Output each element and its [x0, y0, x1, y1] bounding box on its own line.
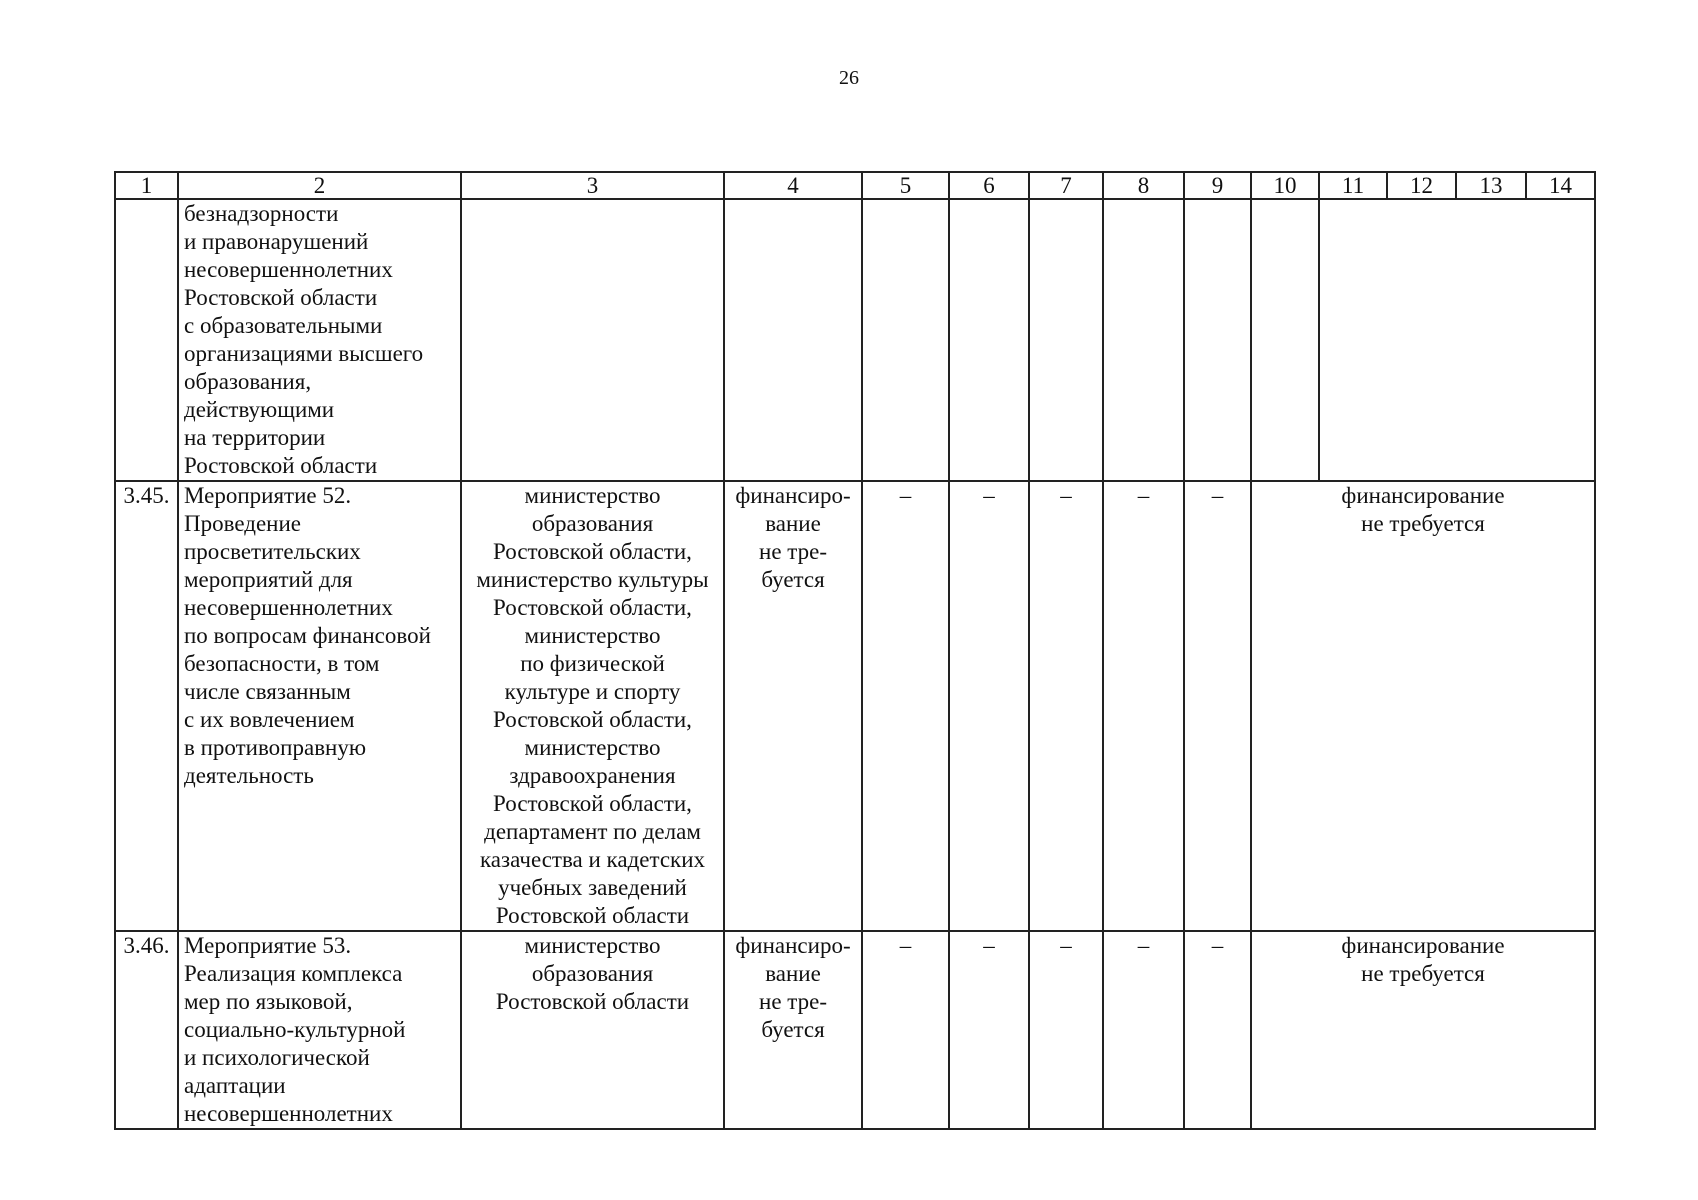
- table-row-3-46: [115, 931, 1595, 1129]
- value-cell-9: –: [1184, 481, 1251, 931]
- column-header-2: 2: [178, 172, 461, 199]
- executor-cell: [461, 199, 724, 481]
- column-number-row: [115, 172, 1595, 199]
- column-header-6: 6: [949, 172, 1029, 199]
- merged-funding-note: финансирование не требуется: [1251, 931, 1595, 1129]
- column-header-4: 4: [724, 172, 862, 199]
- value-cell-10: [1251, 199, 1319, 481]
- measure-name: Мероприятие 52. Проведение просветительских мероприятий для несовершеннолетних по вопросам финансовой безопасности, в том числе связанным с их вовлечением в противоправную деятельность: [178, 481, 461, 931]
- column-header-11: 11: [1319, 172, 1387, 199]
- value-cell-5: [862, 199, 949, 481]
- value-cell-6: [949, 199, 1029, 481]
- column-header-3: 3: [461, 172, 724, 199]
- column-header-12: 12: [1387, 172, 1456, 199]
- column-header-13: 13: [1456, 172, 1526, 199]
- table-row-continuation: [115, 199, 1595, 481]
- column-header-8: 8: [1103, 172, 1184, 199]
- funding-source-cell: финансиро- вание не тре- буется: [724, 931, 862, 1129]
- column-header-9: 9: [1184, 172, 1251, 199]
- value-cell-9: –: [1184, 931, 1251, 1129]
- column-header-7: 7: [1029, 172, 1103, 199]
- row-number: 3.46.: [115, 931, 178, 1129]
- value-cell-6: –: [949, 931, 1029, 1129]
- merged-funding-note: финансирование не требуется: [1251, 481, 1595, 931]
- value-cell-6: –: [949, 481, 1029, 931]
- row-number: [115, 199, 178, 481]
- value-cell-8: –: [1103, 481, 1184, 931]
- value-cell-7: –: [1029, 481, 1103, 931]
- column-header-1: 1: [115, 172, 178, 199]
- column-header-10: 10: [1251, 172, 1319, 199]
- value-cell-7: –: [1029, 931, 1103, 1129]
- value-cell-8: –: [1103, 931, 1184, 1129]
- merged-value-cell: [1319, 199, 1595, 481]
- column-header-5: 5: [862, 172, 949, 199]
- value-cell-8: [1103, 199, 1184, 481]
- executor-cell: министерство образования Ростовской области: [461, 931, 724, 1129]
- column-header-14: 14: [1526, 172, 1595, 199]
- executor-cell: министерство образования Ростовской области, министерство культуры Ростовской области, министерство по физической культуре и спорту Ростовской области, министерство здравоохранения Ростовской области, департамент по делам казачества и кадетских учебных заведений Ростовской области: [461, 481, 724, 931]
- funding-source-cell: [724, 199, 862, 481]
- value-cell-9: [1184, 199, 1251, 481]
- funding-source-cell: финансиро- вание не тре- буется: [724, 481, 862, 931]
- value-cell-5: –: [862, 931, 949, 1129]
- page-number: 26: [839, 67, 859, 89]
- program-table: [114, 171, 1596, 1130]
- measure-name: Мероприятие 53. Реализация комплекса мер по языковой, социально-культурной и психологической адаптации несовершеннолетних: [178, 931, 461, 1129]
- value-cell-7: [1029, 199, 1103, 481]
- table-row-3-45: [115, 481, 1595, 931]
- measure-name: безнадзорности и правонарушений несовершеннолетних Ростовской области с образовательными организациями высшего образования, действующими на территории Ростовской области: [178, 199, 461, 481]
- row-number: 3.45.: [115, 481, 178, 931]
- value-cell-5: –: [862, 481, 949, 931]
